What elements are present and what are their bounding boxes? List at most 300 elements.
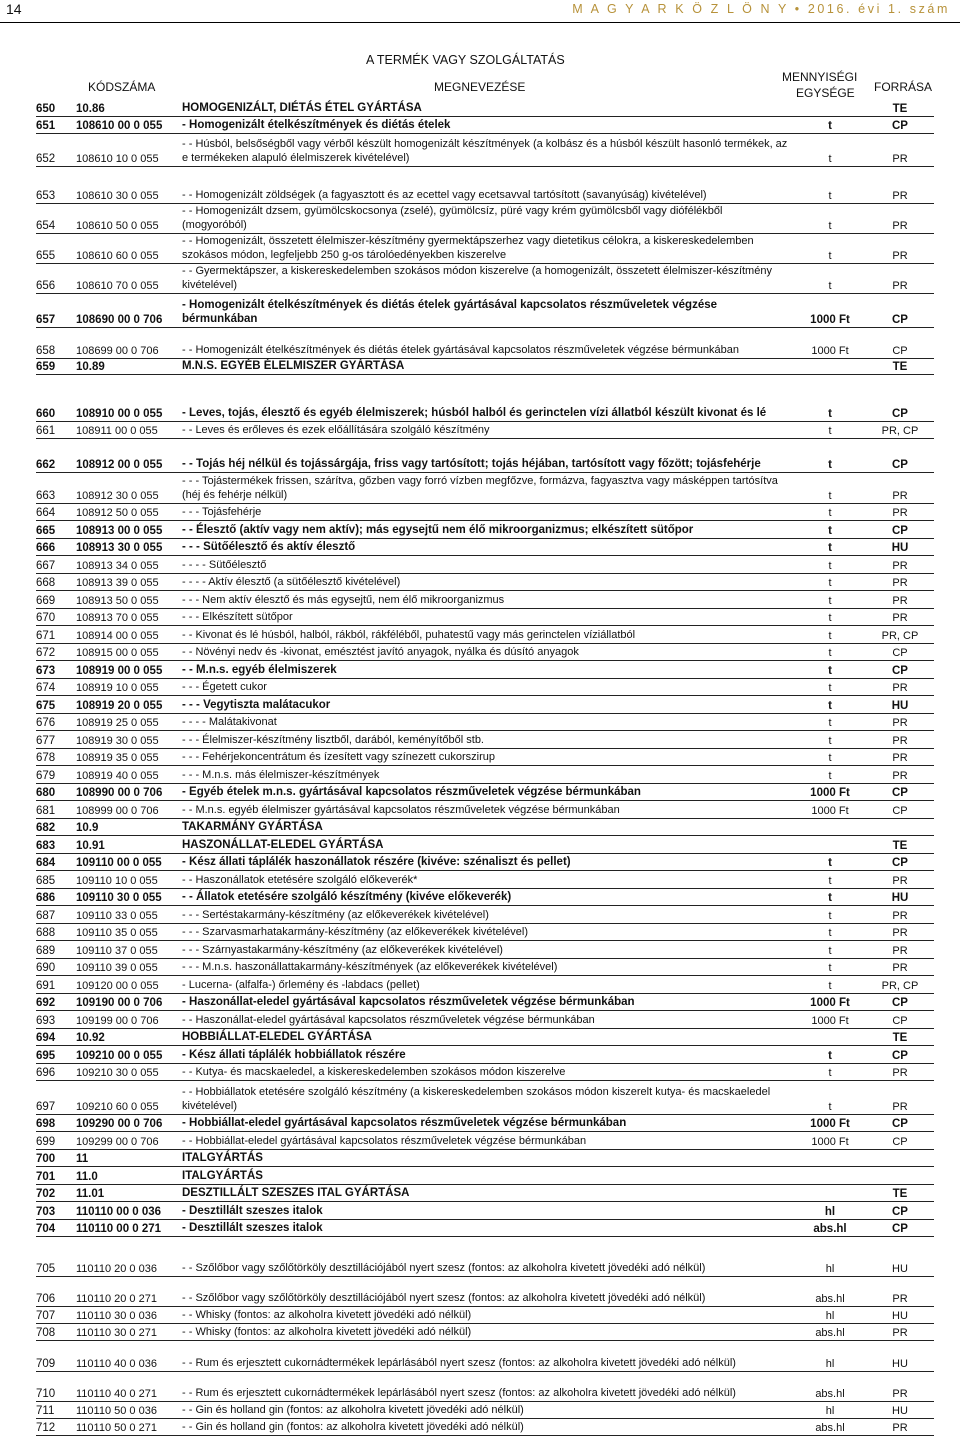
row-source: CP	[892, 665, 908, 677]
table-row	[36, 749, 934, 766]
row-number: 663	[36, 490, 56, 502]
table-row	[36, 1307, 934, 1324]
row-number: 710	[36, 1388, 56, 1400]
row-name: - Egyéb ételek m.n.s. gyártásával kapcsolatos részműveletek végzése bérmunkában	[182, 785, 641, 798]
row-code: 11.0	[76, 1171, 98, 1183]
row-source: PR	[892, 770, 908, 782]
row-number: 693	[36, 1015, 56, 1027]
table-row	[36, 1277, 934, 1307]
row-source: PR	[892, 153, 908, 165]
row-unit: t	[828, 665, 832, 677]
row-code: 108919 25 0 055	[76, 717, 159, 729]
row-unit: t	[828, 542, 832, 554]
row-code: 108610 50 0 055	[76, 220, 159, 232]
row-code: 108919 20 0 055	[76, 700, 163, 712]
table-row	[36, 906, 934, 924]
table-row	[36, 439, 934, 473]
table-row	[36, 234, 934, 264]
table-row	[36, 204, 934, 234]
row-code: 108912 00 0 055	[76, 459, 163, 471]
row-source: PR	[892, 875, 908, 887]
row-name: - - Szőlőbor vagy szőlőtörköly desztillációjából nyert szesz (fontos: az alkoholra kivetett jövedéki adó nélkül)	[182, 1291, 706, 1304]
row-source: CP	[892, 1206, 908, 1218]
row-code: 109190 00 0 706	[76, 997, 163, 1009]
row-unit: t	[828, 682, 832, 694]
row-source: CP	[892, 1118, 908, 1130]
row-source: TE	[892, 103, 908, 115]
row-code: 109299 00 0 706	[76, 1136, 159, 1148]
row-number: 685	[36, 875, 56, 887]
row-code: 108910 00 0 055	[76, 408, 163, 420]
row-name: HOMOGENIZÁLT, DIÉTÁS ÉTEL GYÁRTÁSA	[182, 101, 422, 114]
row-code: 11.01	[76, 1188, 105, 1200]
row-source: CP	[892, 787, 908, 799]
row-code: 110110 00 0 271	[76, 1223, 162, 1235]
row-code: 108913 34 0 055	[76, 560, 159, 572]
table-row	[36, 836, 934, 854]
row-unit: t	[828, 892, 832, 904]
row-name: - - Szőlőbor vagy szőlőtörköly desztillációjából nyert szesz (fontos: az alkoholra kivetett jövedéki adó nélkül)	[182, 1261, 706, 1274]
row-code: 109199 00 0 706	[76, 1015, 159, 1027]
row-source: TE	[892, 1188, 908, 1200]
row-code: 110110 40 0 036	[76, 1358, 157, 1370]
row-code: 108912 30 0 055	[76, 490, 159, 502]
row-source: PR	[892, 595, 908, 607]
table-row	[36, 591, 934, 609]
row-source: PR	[892, 1388, 908, 1400]
row-name: ITALGYÁRTÁS	[182, 1169, 263, 1182]
row-number: 708	[36, 1327, 56, 1339]
table-row	[36, 959, 934, 976]
row-name: - Homogenizált ételkészítmények és diétás ételek gyártásával kapcsolatos részműveletek végzése bérmunkában	[182, 299, 718, 325]
table-row	[36, 1324, 934, 1341]
row-number: 688	[36, 927, 56, 939]
row-unit: t	[828, 717, 832, 729]
row-name: - - - Vegytiszta malátacukor	[182, 698, 331, 711]
row-number: 712	[36, 1422, 56, 1434]
row-number: 705	[36, 1263, 56, 1275]
row-number: 684	[36, 857, 56, 869]
row-number: 655	[36, 250, 56, 262]
table-row	[36, 504, 934, 521]
row-code: 10.89	[76, 361, 105, 373]
row-code: 108919 40 0 055	[76, 770, 159, 782]
table-row	[36, 574, 934, 591]
row-code: 108690 00 0 706	[76, 314, 163, 326]
row-source: CP	[892, 1223, 908, 1235]
row-source: PR	[892, 1422, 908, 1434]
row-source: PR	[892, 507, 908, 519]
row-number: 689	[36, 945, 56, 957]
row-number: 658	[36, 345, 56, 357]
row-unit: t	[828, 525, 832, 537]
row-name: - - - Elkészített sütőpor	[182, 610, 293, 623]
row-divider	[36, 1236, 934, 1237]
header-source: FORRÁSA	[874, 80, 933, 94]
row-number: 695	[36, 1050, 56, 1062]
row-name: - - Húsból, belsőségből vagy vérből készült homogenizált készítmények (a kolbász és a húsból készült hasonló termékek, az e termékeken alapuló élelmiszerek kivételével)	[182, 138, 788, 164]
row-name: - - - M.n.s. más élelmiszer-készítmények	[182, 768, 380, 781]
row-number: 656	[36, 280, 56, 292]
table-row	[36, 696, 934, 714]
row-name: - Desztillált szeszes italok	[182, 1221, 323, 1234]
row-name: - - M.n.s. egyéb élelmiszer gyártásával kapcsolatos részműveletek végzése bérmunkában	[182, 803, 620, 816]
row-code: 108610 60 0 055	[76, 250, 159, 262]
row-unit: t	[828, 910, 832, 922]
table-row	[36, 731, 934, 749]
row-source: TE	[892, 840, 908, 852]
row-unit: t	[828, 507, 832, 519]
row-source: CP	[892, 120, 908, 132]
row-code: 110110 50 0 036	[76, 1405, 157, 1417]
row-source: HU	[892, 1263, 908, 1275]
row-name: - - Gyermektápszer, a kiskereskedelemben szokásos módon kiszerelve (a homogenizált, összetett élelmiszer-készítmény kivételével)	[182, 265, 772, 291]
row-source: CP	[892, 314, 908, 326]
row-code: 10.9	[76, 822, 99, 834]
row-number: 680	[36, 787, 56, 799]
header-kod: KÓDSZÁMA	[88, 80, 156, 94]
row-unit: t	[828, 190, 832, 202]
row-source: PR	[892, 717, 908, 729]
row-number: 665	[36, 525, 56, 537]
table-row	[36, 1167, 934, 1185]
row-number: 654	[36, 220, 56, 232]
row-unit: t	[828, 250, 832, 262]
row-code: 108913 39 0 055	[76, 577, 159, 589]
row-unit: t	[828, 735, 832, 747]
row-code: 108913 00 0 055	[76, 525, 163, 537]
table-row	[36, 784, 934, 801]
row-unit: t	[828, 980, 832, 992]
row-code: 109210 00 0 055	[76, 1050, 163, 1062]
row-source: PR	[892, 250, 908, 262]
row-name: - Hobbiállat-eledel gyártásával kapcsolatos részműveletek végzése bérmunkában	[182, 1116, 627, 1129]
row-code: 108913 50 0 055	[76, 595, 159, 607]
row-code: 108990 00 0 706	[76, 787, 163, 799]
table-row	[36, 173, 934, 204]
row-name: - - - Nem aktív élesztő és más egysejtű, nem élő mikroorganizmus	[182, 593, 505, 606]
row-source: PR	[892, 612, 908, 624]
row-code: 109290 00 0 706	[76, 1118, 163, 1130]
row-number: 666	[36, 542, 56, 554]
row-code: 108699 00 0 706	[76, 345, 159, 357]
row-name: TAKARMÁNY GYÁRTÁSA	[182, 820, 323, 833]
row-code: 109110 39 0 055	[76, 962, 158, 974]
row-code: 108610 30 0 055	[76, 190, 159, 202]
row-name: - - - Sertéstakarmány-készítmény (az előkeverékek kivételével)	[182, 908, 489, 921]
table-row	[36, 819, 934, 836]
row-name: ITALGYÁRTÁS	[182, 1151, 263, 1164]
row-source: CP	[892, 1015, 908, 1027]
row-number: 673	[36, 665, 56, 677]
table-row	[36, 1150, 934, 1167]
row-number: 701	[36, 1171, 56, 1183]
row-number: 702	[36, 1188, 56, 1200]
row-divider	[36, 374, 934, 375]
row-source: PR, CP	[881, 980, 919, 992]
row-source: PR	[892, 910, 908, 922]
table-row	[36, 889, 934, 906]
row-name: - - - Tojásfehérje	[182, 505, 262, 518]
row-code: 109210 60 0 055	[76, 1101, 159, 1113]
row-unit: hl	[825, 1405, 835, 1417]
row-code: 108610 70 0 055	[76, 280, 159, 292]
row-source: PR	[892, 735, 908, 747]
table-row	[36, 1220, 934, 1237]
row-code: 108914 00 0 055	[76, 630, 159, 642]
row-source: HU	[891, 892, 909, 904]
row-number: 660	[36, 408, 56, 420]
row-code: 110110 20 0 036	[76, 1263, 157, 1275]
row-name: - - Leves és erőleves és ezek előállítására szolgáló készítmény	[182, 423, 490, 436]
row-unit: 1000 Ft	[810, 997, 850, 1009]
row-unit: t	[828, 612, 832, 624]
row-code: 108919 10 0 055	[76, 682, 159, 694]
row-number: 704	[36, 1223, 56, 1235]
row-source: PR, CP	[881, 425, 919, 437]
row-unit: t	[828, 962, 832, 974]
table-row	[36, 714, 934, 731]
row-number: 668	[36, 577, 56, 589]
row-unit: 1000 Ft	[810, 314, 850, 326]
row-source: CP	[892, 1136, 908, 1148]
row-name: - - Növényi nedv és -kivonat, emésztést javító anyagok, nyálka és dúsító anyagok	[182, 645, 579, 658]
row-code: 109110 10 0 055	[76, 875, 158, 887]
row-number: 661	[36, 425, 56, 437]
row-name: - - Homogenizált dzsem, gyümölcskocsonya (zselé), gyümölcsíz, püré vagy krém gyümölcsből vagy diófélékből (mogyoróból)	[182, 205, 723, 231]
row-name: - - M.n.s. egyéb élelmiszerek	[182, 663, 337, 676]
page-header	[0, 0, 960, 23]
row-unit: t	[828, 425, 832, 437]
row-number: 682	[36, 822, 56, 834]
row-number: 676	[36, 717, 56, 729]
table-row	[36, 100, 934, 117]
table-row	[36, 1132, 934, 1150]
table-row	[36, 1372, 934, 1402]
row-unit: 1000 Ft	[811, 1015, 849, 1027]
row-code: 108915 00 0 055	[76, 647, 159, 659]
header-unit-line1: MENNYISÉGI	[782, 70, 858, 84]
row-unit: 1000 Ft	[811, 805, 849, 817]
table-row	[36, 1419, 934, 1436]
row-code: 10.92	[76, 1032, 105, 1044]
header-name: MEGNEVEZÉSE	[434, 80, 526, 94]
row-number: 706	[36, 1293, 56, 1305]
row-code: 10.86	[76, 103, 105, 115]
row-name: - - Kivonat és lé húsból, halból, rákból, rákféléből, puhatestű vagy más gerinctelen víziállatból	[182, 628, 636, 641]
row-code: 108610 00 0 055	[76, 120, 163, 132]
row-number: 707	[36, 1310, 56, 1322]
row-code: 109120 00 0 055	[76, 980, 159, 992]
row-name: - Homogenizált ételkészítmények és diétás ételek	[182, 118, 451, 131]
row-code: 108919 35 0 055	[76, 752, 159, 764]
header-group: A TERMÉK VAGY SZOLGÁLTATÁS	[366, 53, 565, 67]
row-name: - - - - Malátakivonat	[182, 715, 277, 728]
row-name: HASZONÁLLAT-ELEDEL GYÁRTÁSA	[182, 838, 384, 851]
row-name: - - Gin és holland gin (fontos: az alkoholra kivetett jövedéki adó nélkül)	[182, 1403, 524, 1416]
row-source: TE	[892, 361, 908, 373]
row-name: - - Rum és erjesztett cukornádtermékek lepárlásából nyert szesz (fontos: az alkoholra kivetett jövedéki adó nélkül)	[182, 1356, 736, 1369]
row-unit: t	[828, 595, 832, 607]
row-name: - - Állatok etetésére szolgáló készítmény (kivéve előkeverék)	[182, 890, 512, 903]
table-row	[36, 294, 934, 328]
row-number: 675	[36, 700, 56, 712]
row-number: 674	[36, 682, 56, 694]
row-source: PR	[892, 752, 908, 764]
row-unit: 1000 Ft	[810, 1118, 850, 1130]
row-name: - - Gin és holland gin (fontos: az alkoholra kivetett jövedéki adó nélkül)	[182, 1420, 524, 1433]
row-source: CP	[892, 408, 908, 420]
row-number: 664	[36, 507, 56, 519]
row-number: 687	[36, 910, 56, 922]
row-code: 11	[76, 1153, 89, 1165]
row-name: - - - - Aktív élesztő (a sütőélesztő kivételével)	[182, 575, 401, 588]
row-name: - - - Égetett cukor	[182, 680, 267, 693]
table-row	[36, 117, 934, 134]
row-name: - Desztillált szeszes italok	[182, 1204, 323, 1217]
row-unit: hl	[824, 1206, 836, 1218]
row-name: - Leves, tojás, élesztő és egyéb élelmiszerek; húsból halból és gerinctelen vízi állatból készült kivonat és lé	[182, 406, 767, 419]
row-code: 10.91	[76, 840, 105, 852]
row-source: CP	[892, 525, 908, 537]
row-number: 709	[36, 1358, 56, 1370]
row-unit: hl	[825, 1263, 835, 1275]
row-unit: t	[828, 560, 832, 572]
table-row	[36, 422, 934, 439]
row-source: PR	[892, 220, 908, 232]
row-unit: t	[828, 577, 832, 589]
row-unit: 1000 Ft	[811, 1136, 849, 1148]
table-row	[36, 1046, 934, 1064]
row-code: 109210 30 0 055	[76, 1067, 159, 1079]
table-row	[36, 871, 934, 889]
table-row	[36, 1341, 934, 1372]
row-code: 108911 00 0 055	[76, 425, 158, 437]
row-source: PR	[892, 280, 908, 292]
row-source: HU	[891, 700, 909, 712]
row-number: 667	[36, 560, 56, 572]
row-unit: t	[828, 459, 832, 471]
row-source: PR	[892, 190, 908, 202]
row-unit: abs.hl	[815, 1388, 845, 1400]
row-unit: t	[828, 875, 832, 887]
row-number: 694	[36, 1032, 56, 1044]
row-source: PR	[892, 945, 908, 957]
row-number: 711	[36, 1405, 55, 1417]
row-source: CP	[892, 345, 908, 357]
row-name: - - - Élelmiszer-készítmény lisztből, darából, keményítőből stb.	[182, 733, 484, 746]
row-source: PR	[892, 927, 908, 939]
row-name: - - Hobbiállat-eledel gyártásával kapcsolatos részműveletek végzése bérmunkában	[182, 1134, 587, 1147]
row-source: CP	[892, 857, 908, 869]
row-number: 681	[36, 805, 56, 817]
row-name: - - - Sütőélesztő és aktív élesztő	[182, 540, 356, 553]
row-name: - - Hobbiállatok etetésére szolgáló készítmény (a kiskereskedelemben szokásos módon kiszerelt kutya- és macskaeledel kivételével)	[182, 1086, 771, 1112]
row-unit: t	[828, 927, 832, 939]
table-row	[36, 1011, 934, 1029]
row-unit: t	[828, 1067, 832, 1079]
table-row	[36, 1081, 934, 1115]
table-row	[36, 661, 934, 679]
row-name: - - Kutya- és macskaeledel, a kiskereskedelemben szokásos módon kiszerelve	[182, 1065, 566, 1078]
row-unit: t	[828, 700, 832, 712]
row-name: - - Homogenizált zöldségek (a fagyasztott és az ecettel vagy ecetsavval tartósított (savanyúság) kivételével)	[182, 188, 707, 201]
row-number: 672	[36, 647, 56, 659]
row-number: 653	[36, 190, 56, 202]
row-name: - - - - Sütőélesztő	[182, 558, 267, 571]
row-unit: t	[828, 1050, 832, 1062]
table-row	[36, 1402, 934, 1419]
row-name: - - - Fehérjekoncentrátum és ízesített vagy színezett cukorszirup	[182, 750, 496, 763]
row-code: 110110 30 0 036	[76, 1310, 157, 1322]
table-row	[36, 766, 934, 784]
row-code: 110110 50 0 271	[76, 1422, 157, 1434]
row-number: 679	[36, 770, 56, 782]
row-unit: t	[828, 630, 832, 642]
row-code: 108999 00 0 706	[76, 805, 159, 817]
row-source: CP	[892, 647, 908, 659]
row-code: 108919 30 0 055	[76, 735, 159, 747]
row-source: HU	[891, 542, 909, 554]
row-name: - Lucerna- (alfalfa-) őrlemény és -labdacs (pellet)	[182, 978, 420, 991]
table-row	[36, 359, 934, 375]
table-row	[36, 556, 934, 574]
journal-title: M A G Y A R K Ö Z L Ö N Y • 2016. évi 1. szám	[572, 2, 950, 16]
row-unit: t	[828, 945, 832, 957]
row-code: 108913 30 0 055	[76, 542, 163, 554]
row-code: 109110 00 0 055	[76, 857, 162, 869]
table-row	[36, 1246, 934, 1277]
table-row	[36, 134, 934, 167]
row-source: CP	[892, 997, 908, 1009]
row-name: - - Haszonállat-eledel gyártásával kapcsolatos részműveletek végzése bérmunkában	[182, 1013, 595, 1026]
row-source: HU	[892, 1358, 908, 1370]
row-code: 109110 37 0 055	[76, 945, 158, 957]
table-row	[36, 924, 934, 941]
table-row	[36, 1029, 934, 1046]
row-unit: abs.hl	[815, 1422, 845, 1434]
row-number: 703	[36, 1206, 56, 1218]
table-row	[36, 264, 934, 294]
row-code: 108610 10 0 055	[76, 153, 159, 165]
table-row	[36, 539, 934, 556]
table-row	[36, 473, 934, 504]
row-unit: hl	[825, 1310, 835, 1322]
table-row	[36, 801, 934, 819]
table-row	[36, 854, 934, 871]
row-number: 671	[36, 630, 56, 642]
row-unit: 1000 Ft	[811, 345, 849, 357]
row-number: 677	[36, 735, 56, 747]
row-number: 692	[36, 997, 56, 1009]
row-unit: t	[828, 120, 832, 132]
row-source: CP	[892, 459, 908, 471]
row-unit: t	[828, 490, 832, 502]
row-source: PR	[892, 577, 908, 589]
row-code: 108913 70 0 055	[76, 612, 159, 624]
row-code: 109110 30 0 055	[76, 892, 162, 904]
table-row	[36, 1202, 934, 1220]
row-code: 110110 20 0 271	[76, 1293, 157, 1305]
row-source: PR	[892, 962, 908, 974]
row-number: 700	[36, 1153, 56, 1165]
row-name: DESZTILLÁLT SZESZES ITAL GYÁRTÁSA	[182, 1186, 410, 1199]
table-row	[36, 994, 934, 1011]
row-unit: t	[828, 770, 832, 782]
page-number: 14	[6, 1, 22, 17]
table-row	[36, 609, 934, 626]
row-unit: t	[828, 752, 832, 764]
